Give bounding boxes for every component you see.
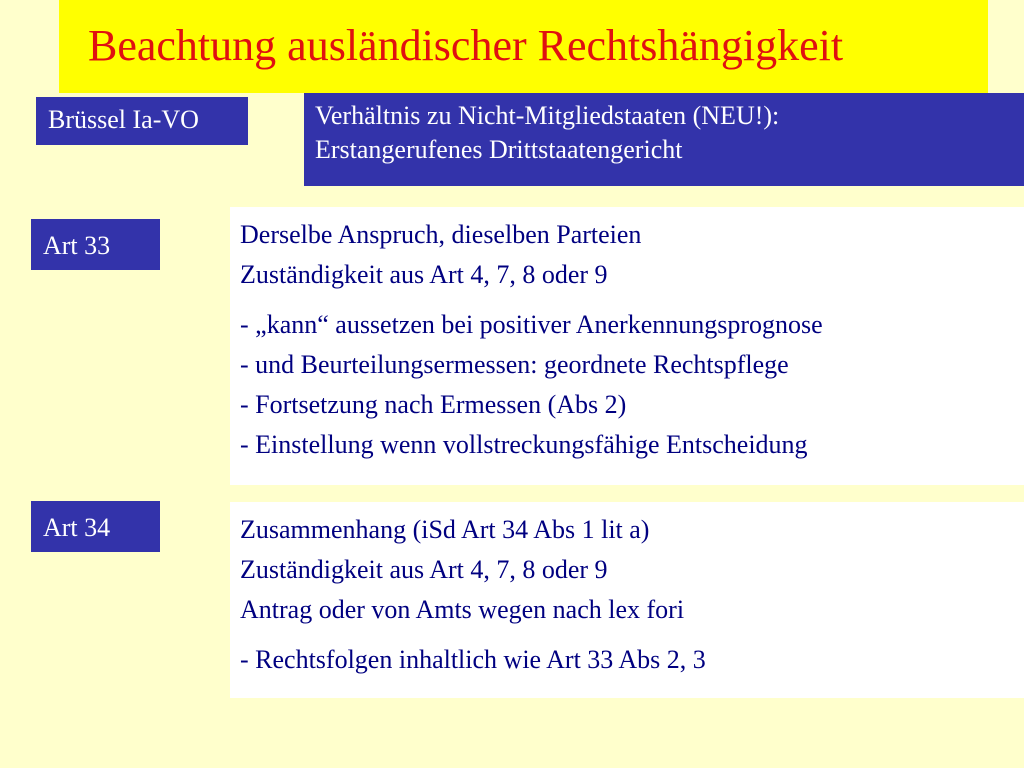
relation-box <box>304 93 1024 186</box>
article-34-line: Zusammenhang (iSd Art 34 Abs 1 lit a) <box>240 515 650 544</box>
relation-line-1: Verhältnis zu Nicht-Mitgliedstaaten (NEU!): <box>315 101 780 130</box>
article-33-bullet: - „kann“ aussetzen bei positiver Anerkennungsprognose <box>240 310 823 339</box>
article-33-bullet: - und Beurteilungsermessen: geordnete Rechtspflege <box>240 350 789 379</box>
article-34-content <box>230 502 1024 698</box>
page-title: Beachtung ausländischer Rechtshängigkeit <box>88 21 844 70</box>
article-34-line: Antrag oder von Amts wegen nach lex fori <box>240 595 685 624</box>
article-33-line: Derselbe Anspruch, dieselben Parteien <box>240 220 642 249</box>
regulation-label <box>36 97 248 145</box>
article-34-label-text: Art 34 <box>43 513 111 542</box>
regulation-label-text: Brüssel Ia-VO <box>48 105 199 134</box>
article-34-bullet: - Rechtsfolgen inhaltlich wie Art 33 Abs 2, 3 <box>240 645 706 674</box>
title-bar <box>59 0 988 93</box>
article-33-content <box>230 207 1024 485</box>
article-33-label-text: Art 33 <box>43 231 111 260</box>
relation-line-2: Erstangerufenes Drittstaatengericht <box>315 135 683 164</box>
article-34-line: Zuständigkeit aus Art 4, 7, 8 oder 9 <box>240 555 608 584</box>
article-33-bullet: - Fortsetzung nach Ermessen (Abs 2) <box>240 390 627 419</box>
article-33-label <box>31 219 160 270</box>
article-34-label <box>31 501 160 552</box>
article-33-line: Zuständigkeit aus Art 4, 7, 8 oder 9 <box>240 260 608 289</box>
article-33-bullet: - Einstellung wenn vollstreckungsfähige Entscheidung <box>240 430 808 459</box>
